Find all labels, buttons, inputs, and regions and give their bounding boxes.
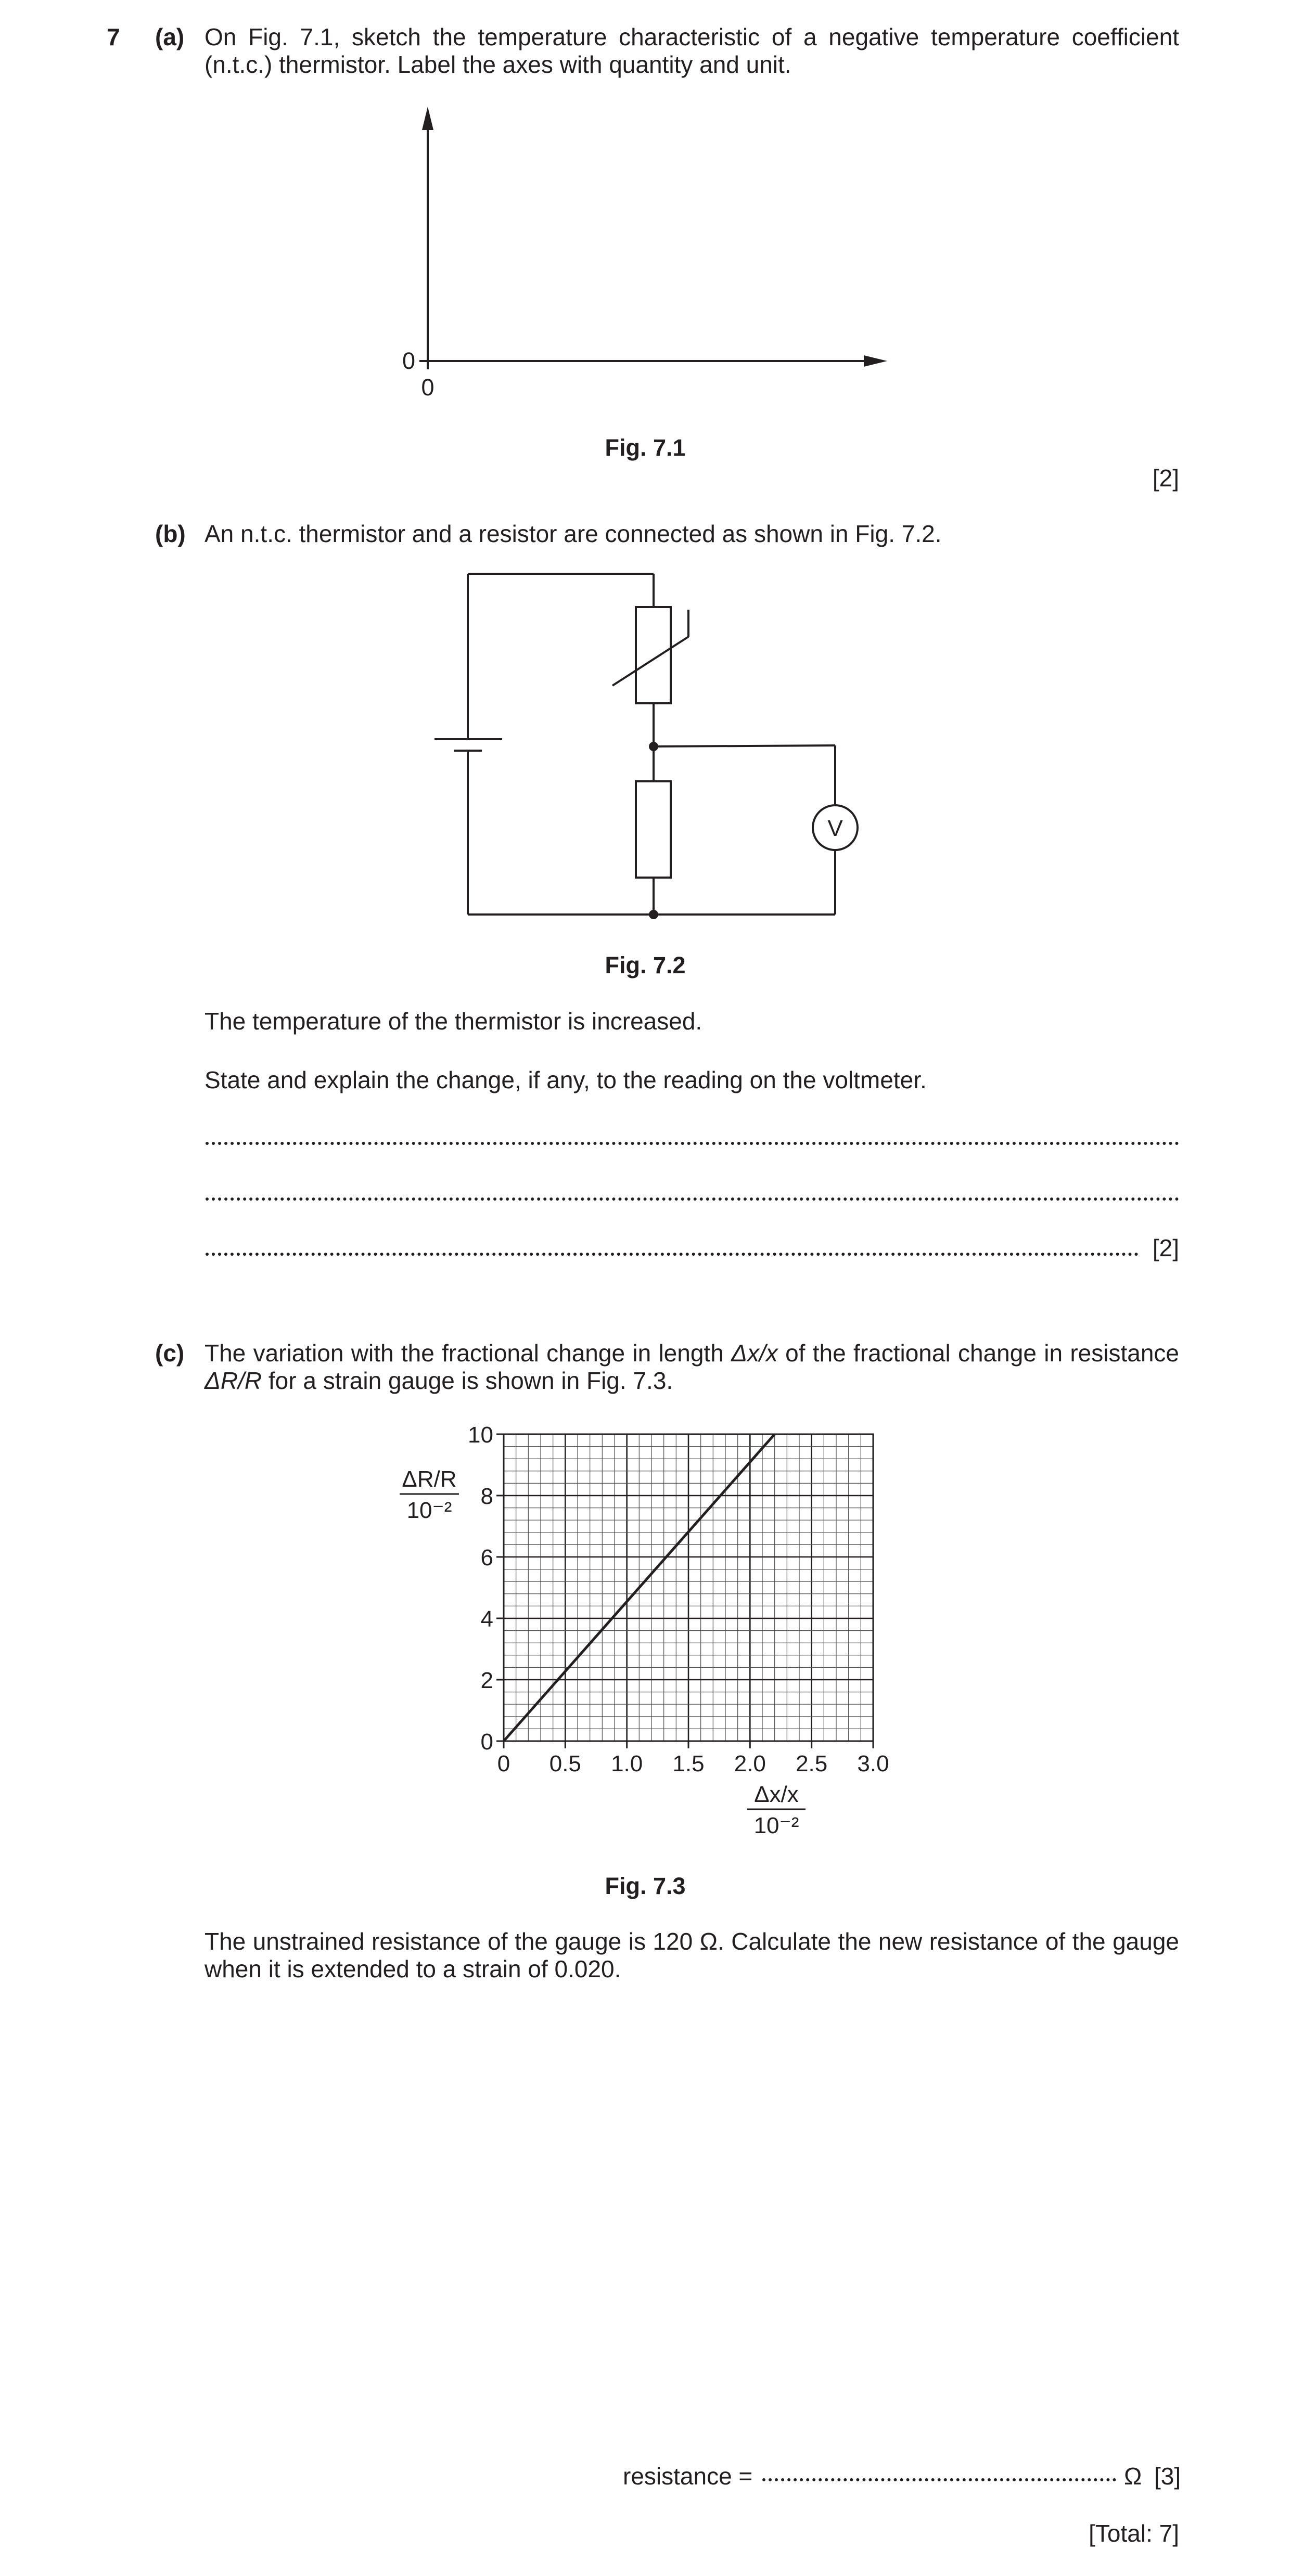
fig-7-1-caption: Fig. 7.1 [605,434,686,461]
x-tick-label: 1.0 [611,1751,643,1776]
y-tick-label: 8 [480,1484,493,1509]
fig-7-3-caption: Fig. 7.3 [605,1873,686,1899]
dr-over-r: ΔR/R [204,1367,262,1394]
y-axis-arrow [422,107,433,130]
part-b-statement: The temperature of the thermistor is increased. [204,1008,702,1035]
part-c-text: The variation with the fractional change in length Δx/x of the fractional change in resistance ΔR/R for a strain gauge is shown in Fig. 7.3. [204,1339,1180,1394]
dx-over-x: Δx/x [731,1339,778,1367]
resistance-answer-line[interactable] [762,2468,1116,2481]
thermistor-slash [612,637,688,686]
y-tick-label: 0 [480,1729,493,1755]
voltmeter-symbol: V [827,816,843,841]
answer-line-1[interactable] [206,1131,1179,1145]
y-axis-label-denominator: 10⁻² [406,1498,452,1523]
x-tick-label: 2.5 [796,1751,828,1776]
x-tick-label: 0 [497,1751,510,1776]
y-axis-label-numerator: ΔR/R [402,1466,457,1492]
fixed-resistor [636,781,671,878]
total-marks: [Total: 7] [1089,2520,1179,2547]
fig-7-3-graph [385,1415,905,1841]
fig-7-1-axes[interactable] [395,99,895,401]
part-a-marks: [2] [1152,465,1179,492]
part-b-label: (b) [155,520,186,547]
fig-7-2-circuit [427,567,874,926]
x-tick-label: 3.0 [857,1751,889,1776]
part-a-text: On Fig. 7.1, sketch the temperature characteristic of a negative temperature coefficient (n.t.c.) thermistor. Label the axes with quantity and unit. [204,23,1179,78]
part-b-instruction: State and explain the change, if any, to the reading on the voltmeter. [204,1066,927,1093]
answer-line-3[interactable] [206,1242,1139,1256]
x-origin-label: 0 [421,374,434,401]
answer-line-2[interactable] [206,1187,1179,1201]
part-a-label: (a) [155,23,185,50]
x-tick-label: 0.5 [549,1751,581,1776]
part-b-marks: [2] [1152,1234,1179,1261]
part-b-text: An n.t.c. thermistor and a resistor are connected as shown in Fig. 7.2. [204,520,942,547]
question-number: 7 [107,23,120,50]
y-tick-label: 10 [468,1422,493,1448]
x-axis-arrow [864,355,887,367]
fig-7-2-caption: Fig. 7.2 [605,952,686,978]
x-tick-label: 2.0 [734,1751,766,1776]
x-axis-label-denominator: 10⁻² [753,1813,799,1838]
answer-label: resistance = [623,2463,753,2490]
y-tick-label: 2 [480,1668,493,1693]
y-origin-label: 0 [402,347,415,374]
x-tick-label: 1.5 [672,1751,705,1776]
answer-unit: Ω [1124,2463,1142,2490]
x-axis-label-numerator: Δx/x [754,1782,799,1807]
junction-top [649,742,658,751]
y-tick-label: 6 [480,1545,493,1570]
y-tick-label: 4 [480,1606,493,1632]
thermistor [636,607,671,703]
part-c-marks: [3] [1154,2463,1181,2490]
part-c-calc-text: The unstrained resistance of the gauge is 120 Ω. Calculate the new resistance of the gauge when it is extended to a strain of 0.020. [204,1928,1179,1982]
part-c-label: (c) [155,1339,185,1367]
junction-bottom [649,910,658,919]
